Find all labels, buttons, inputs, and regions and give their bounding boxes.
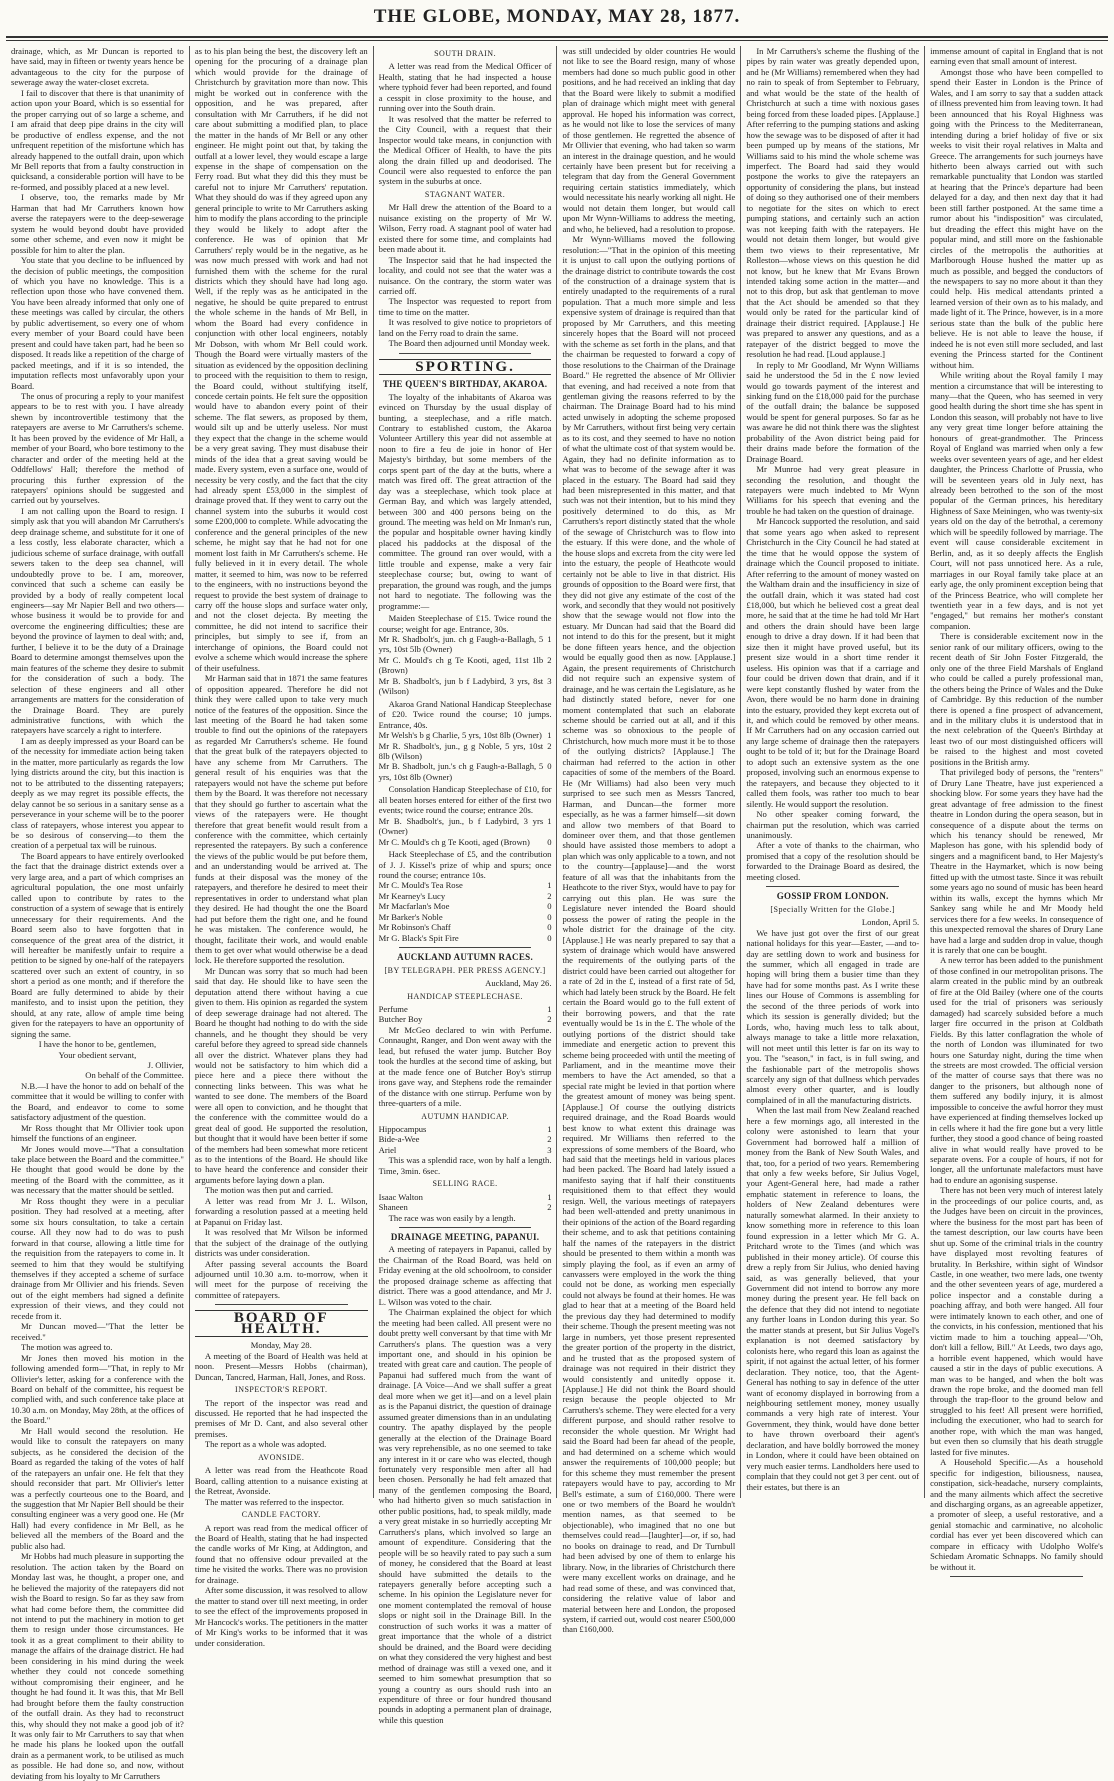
signoff: I have the honor to be, gentlemen,: [38, 1039, 157, 1050]
paragraph: I am as deeply impressed as your Board can be of the necessity for immediate action being taken in the matter, more particularly as regards the low lying districts around the city, but this inaction is not to be attributed to the dissenting ratepayers; deeply as we may regret its possible effects, the delay cannot be so serious in a sanitary sense as a perseverance in your scheme will be to the poorer class of ratepayers, whose interest you appear to be so desirous of conserving—to them the creation of a perpetual tax will be ruinous.: [11, 735, 184, 851]
race-row: [379, 1124, 552, 1134]
paragraph: A Household Specific.—As a household specific for indigestion, biliousness, nausea, constipation, sick-headache, nursery complaints, and the many ailments which affect the secretive and discharging organs, as an agreeable appetizer, a promoter of sleep, a useful restorative, and a genial stomachic and carminative, no alcoholic cordial has ever yet been discovered which can compare in efficacy with Udolpho Wolfe's Schiedam Aromatic Schnapps. No family should be without it.: [930, 1457, 1103, 1572]
race-row: [379, 1145, 552, 1155]
subheading: SOUTH DRAIN.: [434, 49, 497, 58]
paragraph: You state that you decline to be influenced by the decision of public meetings, the composition of which you have no knowledge. This is a reflection upon those who have convened them. You have been already informed that only one of these meetings was called by circular, the others by public advertisement, so every one of whom every member of your Board could have been present and could have taken part, had he been so disposed. It reads like a repetition of the charge of packed meetings, and if it is so intended, the imputation reflects most unfavorably upon your Board.: [11, 255, 184, 391]
paragraph: The Chairman explained the object for which the meeting had been called. All present were no doubt pretty well conversant by that time with Mr Carruthers's plans. The question was a very important one, and should in his opinion be treated with great care and caution. The people of Papanui had suffered much from the want of drainage. [A Voice—And we shall suffer a great deal more when we get it]—and on a level plain as is the Papanui district, the question of drainage assumed greater dimensions than in an undulating country. The apathy displayed by the people generally at the election of the Drainage Board was very reprehensible, as no one seemed to take any interest in it or care who was elected, though fortunately very responsible men after all had been chosen. Personally he had felt amazed that many of the gentlemen composing the Board, who had hitherto given so much satisfaction in other public positions, had, to speak mildly, made a very great mistake in so hurriedly accepting Mr Carruthers's plans, which involved so large an amount of expenditure. Considering that the people will be so heavily rated to pay such a sum of money, he considered that the Board at least should have submitted the details to the ratepayers generally before accepting such a scheme. In his opinion the Legislature never for one moment contemplated the removal of house slops or night soil in the Drainage Bill. In the construction of such works it was a matter of great importance that the whole of a district should be drained, and the Board were deciding on what they considered the very highest and best method of drainage was still a vexed one, and it seemed to him somewhat presumption that so young a country as ours should rush into an expenditure of three or four hundred thousand pounds in adopting a permanent plan of drainage, while this question: [378, 1307, 552, 1725]
placing: 1: [547, 1003, 552, 1014]
paragraph: Mr Wynn-Williams moved the following resolution:—"That in the opinion of this meeting it is unjust to call upon the outlying portions of the drainage district to contribute towards the cost of the construction of a drainage system that is entirely unadapted to the requirements of a rural population. That a much more simple and less expensive system of drainage is required than that proposed by Mr Carruthers, and this meeting sincerely hopes that the Board will not proceed with the scheme as set forth in the plans, and that the chairman be requested to forward a copy of those resolutions to the Chairman of the Drainage Board." He regretted the absence of Mr Ollivier that evening, and had received a note from that gentleman giving the reasons referred to by the chairman. The Drainage Board had to his mind acted unwisely in adopting the scheme proposed by Mr Carruthers, without first being very certain as to its cost, and they seemed to have no notion of what the ultimate cost of that system would be. Again, they had no definite information as to what was to become of the sewage after it was placed in the estuary. The Board had said they had been misrepresented in this matter, and that such was not their intention, but to his mind they positively determined to do this, as Mr Carruthers's report distinctly stated that the whole of the sewage of Christchurch was to flow into the estuary. If this were done, and the whole of the house slops and excreta from the city were led into the estuary, the people of Heathcote would certainly not be able to live in that district. His grounds of opposition to the Board were first, that they did not give any estimate of the cost of the work, and secondly that they would not positively show that the sewage would not flow into the estuary. Mr Duncan had said that the Board did not intend to do this for the present, but it might be done fifteen years hence, and the objection would be equally good then as now. [Applause.] Again, the present requirements of Christchurch did not require such an expensive system of drainage, and he was certain the Legislature, as he had distinctly stated before, never for one moment contemplated that such an elaborate scheme should be carried out at all, and if this scheme was so obnoxious to the people of Christchurch, how much more must it be to those of the outlying districts? [Applause.] The chairman had referred to the action in other capacities of some of the members of the Board. He (Mr Williams) had also been very much surprised to see such men as Messrs Tancred, Harman, and Duncan—the former more especially, as he was a farmer himself—sit down and allow two members of that Board to domineer over them, and that those gentlemen should have assisted those members to adopt a plan which was only applicable to a town, and not to the country—[applause]—and the worst feature of all was that the inhabitants from the Heathcote to the river Styx, would have to pay for carrying out this plan. He was sure the Legislature never intended the Board should possess the power of rating the people in the whole district for the drainage of the city. [Applause.] He was nearly prepared to say that a system of drainage which would have answered the requirements of the outlying parts of the district could have been carried out altogether for a rate of 2d in the £, instead of a first rate of 5d, which had lately been struck by the Board. He felt certain the Board would go to the full extent of their borrowing powers, and that the rate eventually would be 1s in the £. The whole of the outlying portions of the district should take immediate and energetic action to prevent this scheme being proceeded with until the meeting of Parliament, and in the meantime move their members to have the Act amended, so that a special rate might be levied in that portion where the greatest amount of money was being spent. [Applause.] Of course the outlying districts required drainage, and the Road Boards would best know to what extent this drainage was required. Mr Williams then referred to the expressions of some members of the Board, who had said that the meetings held in various places had been packed. The Board had lately issued a manifesto saying that if half their constituents requisitioned them to that effect they would resign. Well, the various meetings of ratepayers had been well-attended and pretty unanimous in their opinions of the action of the Board regarding their scheme, and to ask that petitions containing half the names of the ratepayers in the district should be presented to them within a month was simply playing the fool, as if even an army of canvassers were employed in the work the thing could not be done, as working men especially could not always be found at their homes. He was glad to hear that at a meeting of the Board held the previous day they had determined to modify their scheme. Though the present meeting was not large in numbers, yet those present represented the greater portion of the property in the district, and he trusted that as the proposed system of drainage was not required in their district they would consistently and unitedly oppose it. [Applause.] He did not think the Board should resign because the people objected to Mr Carruthers's scheme. They were elected for a very different purpose, and should rather resolve to reconsider the whole question. Mr Wright had said the Board had been far ahead of the people, and had determined on a scheme which would answer the requirements of 100,000 people; but for this scheme they must remember the present ratepayers would have to pay, according to Mr Bell's estimate, a sum of £160,000. There were one or two members of the Board he wouldn't mention names, as that seemed to be objectionable), who imagined that no one but themselves could read—[laughter]—or, if so, had no books on drainage to read, and Dr Turnbull had been advised by one of them to enlarge his library. Now, in the libraries of Christchurch there were many excellent works on drainage, and he had read some of these, and was convinced that, considering the relative value of labor and material between here and London, the proposed system, if carried out, would cost nearer £500,000 than £160,000.: [562, 234, 736, 1635]
paragraph: The Board appears to have entirely overlooked the fact that the drainage district extends over a very large area, and a part of which comprises an agricultural population, the one most unfairly called upon to contribute by rates to the construction of a system of sewage that is entirely unnecessary for their requirements. And the Board seem also to have forgotten that in consequence of the great area of the district, it will hereafter be manifestly unfair to require a petition to be signed by one-half of the ratepayers scattered over such an extent of country, in so short a period as one month; and if therefore the Board are fully determined to abide by their manifesto, and to insist upon the petition, they should, at any rate, allow of ample time being given for the ratepayers to have an opportunity of signing the same.: [11, 850, 184, 1039]
paragraph: After some discussion, it was resolved to allow the matter to stand over till next meeting, in order to see the effect of the improvements proposed in Mr Hancock's works. The petitioners in the matter of Mr King's works to be informed that it was under consideration.: [194, 1585, 368, 1648]
horse-entry: Mr B. Shadbolt, jun.'s ch g Faugh-a-Ballagh, 5 yrs, 10st 8lb (Owner): [378, 761, 544, 782]
paragraph: The Board then adjourned until Monday week.: [388, 338, 550, 349]
section-divider: [950, 1576, 1083, 1577]
horse-entry: Bide-a-Wee: [378, 1134, 420, 1145]
race-row: [379, 655, 552, 676]
paragraph: It was resolved that Mr Wilson be informed that the subject of the drainage of the outlying districts was under consideration.: [194, 1227, 368, 1259]
paragraph: The motion was then put and carried.: [204, 1185, 333, 1196]
placing: 1: [547, 1123, 552, 1134]
horse-entry: Mr B. Shadbolt's, jun b f Ladybird, 3 yrs, 8st (Wilson): [378, 675, 544, 697]
paragraph: The matter was referred to the inspector.: [204, 1496, 344, 1507]
paragraph: After a vote of thanks to the chairman, who promised that a copy of the resolution should be forwarded to the Drainage Board as desired, the meeting closed.: [746, 840, 920, 882]
paragraph: Mr Ross thought they were in a peculiar position. They had resolved at a meeting, after some six hours consultation, to take a certain course. All they now had to do was to push forward in that course, allowing a little time for the requisition from the ratepayers to come in. It seemed to him that they would be stultifying themselves if they accepted a scheme of surface drainage from Mr Ollivier and his friends. Seven out of the eight members had signed a definite expression of their views, and they could not recede from it.: [11, 1195, 184, 1321]
paragraph: Mr Hall would second the resolution. He would like to consult the ratepayers on many subjects, as he considered the decision of the Board as regarded the taking of the votes of half of the ratepayers an unfair one. He felt that they should reconsider that part. Mr Ollivier's letter was a perfectly courteous one to the Board, and the suggestion that Mr Napier Bell should be their consulting engineer was a very good one. He (Mr Hall) had every confidence in Mr Bell, as he believed all the members of the Board and the public also had.: [11, 1425, 184, 1551]
horse-entry: Isaac Walton: [378, 1191, 423, 1202]
subheading: CANDLE FACTORY.: [241, 1510, 321, 1520]
subheading: AVONSIDE.: [258, 1452, 305, 1462]
subheading: STAGNANT WATER.: [424, 189, 506, 199]
section-divider: [399, 1227, 532, 1228]
dateline: London, April 5.: [861, 917, 920, 928]
horse-entry: Mr Macfarlan's Moe: [378, 901, 450, 912]
paragraph: I am not calling upon the Board to resign. I simply ask that you will abandon Mr Carruthers's deep drainage scheme, and substitute for it one of a less costly, less elaborate character, which a judicious scheme of surface drainage, with outfall sewers taken to the deep sea channel, will undoubtedly prove to be. I am, moreover, convinced that such a scheme can easily be provided by a body of really competent local engineers—say Mr Napier Bell and two others—whose business it would be to provide for and overcome the engineering difficulties; these are beyond the province of laymen to deal with; and, further, I believe it to be the duty of a Drainage Board to determine amongst themselves upon the main features of the scheme they desire to submit for the consideration of such a body. The selection of these engineers and all other arrangements are matters for the consideration of the Drainage Board. They are purely administrative functions, with which the ratepayers have scarcely a right to interfere.: [11, 505, 184, 736]
paragraph: The Inspector was requested to report from time to time on the matter.: [378, 296, 552, 317]
paragraph: No other speaker coming forward, the chairman put the resolution, which was carried unanimously.: [746, 809, 920, 840]
paragraph: The race was won easily by a length.: [388, 1212, 516, 1223]
paragraph: It was resolved that the matter be referred to the City Council, with a request that their Inspector would take means, in conjunction with the Medical Officer of Health, to have the pits along the drain filled up and deodorised. The Council were also requested to enforce the pan system in the suburbs at once.: [378, 113, 552, 187]
race-row: [379, 634, 552, 655]
race-row: [379, 837, 552, 847]
paragraph: A letter was read from the Heathcote Road Board, calling attention to a nuisance existing at the Retreat, Avonside.: [194, 1465, 368, 1497]
placing: 3: [547, 675, 552, 686]
sporting-heading: SPORTING.: [379, 359, 552, 375]
race-row: [379, 1134, 552, 1144]
horse-entry: Mr G. Black's Spit Fire: [378, 932, 459, 943]
paragraph: A meeting of ratepayers in Papanui, called by the Chairman of the Road Board, was held on Friday evening at the old schoolroom, to consider the proposed drainage scheme as affecting that district. There was a good attendance, and Mr J. L. Wilson was voted to the chair.: [378, 1244, 552, 1307]
race-row: [379, 1192, 552, 1202]
paragraph: Mr Duncan moved—"That the letter be received.": [11, 1321, 184, 1342]
subheading: INSPECTOR'S REPORT.: [235, 1385, 328, 1395]
section-divider: [399, 353, 532, 354]
placing: 2: [547, 1134, 552, 1145]
horse-entry: Mr Kearney's Lucy: [378, 890, 446, 901]
horse-entry: Mr Barker's Noble: [378, 911, 443, 922]
paragraph: That privileged body of persons, the "renters" of Drury Lane Theatre, have just experienced a shocking blow. For some years they have had the great advantage of free admission to the finest theatre in London during the opera season, but in consequence of a dispute about the terms on which his tenancy should be renewed, Mr Mapleson has gone, with his splendid body of singers and a magnificent band, to Her Majesty's Theatre in the Haymarket, which is now being fitted up with the utmost taste. Since it was rebuilt some years ago no sound of music has been heard within its walls, except the hymns which Mr Sankey sang while he and Mr Moody held services there for a few weeks. In consequence of this unexpected removal the shares of Drury Lane have had a large and sudden drop in value, though it is rarely that one can be bought.: [930, 767, 1103, 955]
masthead-rule-thin: [6, 40, 1108, 41]
placing: 1: [547, 815, 552, 826]
signoff: Your obedient servant,: [58, 1049, 137, 1060]
article-heading: AUCKLAND AUTUMN RACES.: [397, 952, 533, 963]
paragraph: Mr Hancock supported the resolution, and said that some years ago when asked to represent Christchurch in the City Council he had stated at the time that he would oppose the system of drainage which the Council proposed to initiate. After referring to the amount of money wasted on the Waltham drain and the insufficiency in size of the outfall drain, which it was stated had cost £18,000, but which he believed cost a great deal more, he said that at the time he had told Mr Hart and others the drain should have been large enough to drive a dray down. If it had been that size then it might have proved useful, but its present size would in a short time render it useless. His opinion was that if a carriage and four could be driven down that drain, and if it were kept constantly flushed by water from the Avon, there would be no harm done in draining into the estuary, provided they kept excreta out of it, and which could be removed by other means. If Mr Carruthers had on any occasion carried out any large scheme of drainage then the ratepayers ought to be told of it; but for the Drainage Board to adopt such an extensive system as the one proposed, involving such an enormous expense to the ratepayers, and because they objected to it called them fools, was rather too much to bear silently. He would support the resolution.: [746, 516, 920, 809]
signature-role: On behalf of the Committee.: [85, 1070, 184, 1081]
column-5: [741, 46, 925, 1498]
paragraph: immense amount of capital in England that is not earning even that small amount of interest.: [930, 46, 1103, 67]
paragraph: Mr Duncan was sorry that so much had been said that day. He should like to have seen the deputation attend there without having a cue given to them. His opinion as regarded the system of deep sewerage drainage had not altered. The Board he thought had nothing to do with the side channels, and he thought they should be very careful before they agreed to spread side channels all over the district. Whatever plans they had would not be satisfactory to him which did a piece here and a piece there without the connecting links between. This was what he wanted to see done. The members of the Board were all open to conviction, and he thought that the conference with the committee would do a great deal of good. He supported the resolution, but thought that it would have been better if some of the members had been somewhat more reticent as to the intentions of the Board. He should like to have heard the conference and consider their arguments before laying down a plan.: [194, 965, 368, 1185]
horse-entry: Shaneen: [378, 1202, 408, 1213]
paragraph: A new terror has been added to the punishment of those confined in our metropolitan prisons. The alarm created in the public mind by an outbreak of fire at the Old Bailey (where one of the courts used for the trial of prisoners was seriously damaged) had scarcely subsided before a much larger fire occurred in the prison at Coldbath Fields. By this latter conflagration the whole of the north of London was illuminated for two hours one Saturday night, during the time when the streets are most crowded. The official version of the matter of course says that there was no danger to the prisoners, but although none of them suffered any bodily injury, it is almost impossible to conceive the awful horror they must have experienced at finding themselves locked up in cells where it had the fire gone but a very little further, they stood a good chance of being roasted alive in what would really have proved to be separate ovens. For a couple of hours, if not for longer, all the unfortunate malefactors must have had to endure an agonising suspense.: [930, 955, 1103, 1185]
paragraph: Mr Harman said that in 1871 the same features of opposition appeared. Therefore he did not think they were called upon to take very much notice of the features of the opposition. Since the last meeting of the Board he had taken some trouble to find out the opinions of the ratepayers as regarded Mr Carruthers's scheme. He found that the great bulk of the ratepayers objected to have any scheme from Mr Carruthers. The general result of his enquiries was that the ratepayers would not have the scheme put before them by the Board. It was therefore not necessary that they should go further to ascertain what the views of the ratepayers were. He thought therefore that great benefit would result from a conference with the committee, which certainly represented the ratepayers. By such a conference the views of the public would be put before them, and an understanding would be arrived at. The funds at their disposal was the money of the ratepayers, and therefore he desired to meet their representatives in order to understand what plan they desired. He had thought the one the Board had put before them the right one, and he found he was mistaken. The conference would, he thought, facilitate their work, and would enable them to get over what would otherwise be a dead lock. He therefore supported the resolution.: [194, 673, 368, 966]
horse-entry: Mr Welsh's b g Charlie, 5 yrs, 10st 8lb (Owner): [378, 730, 542, 741]
paragraph: There has not been very much of interest lately in the proceedings of our police courts, and, as the Judges have been on circuit in the provinces, where the business for the most part has been of the tamest description, our law courts have been shut up. Some of the criminal trials in the country have displayed most revolting features of brutality. In Berkshire, within sight of Windsor Castle, in one weather, two mere lads, one twenty and the other seventeen years of age, murdered a police inspector and a constable during a poaching affray, and both were hanged. All four were intimately known to each other, and one of the convicts, in his confession, mentioned that his victim made to him a touching appeal—"Oh, don't kill a fellow, Bill." At Leeds, two days ago, a horrible event happened, which would have caused a stir in the days of public executions. A man was to be hanged, and when the bolt was drawn the rope broke, and the doomed man fell through the trap-floor to the ground below and struggled to his feet! All present were horrified, including the executioner, who had to search for another rope, with which the man was hanged, but even then so clumsily that his death struggle lasted for five minutes.: [930, 1185, 1103, 1457]
race-row: [379, 891, 552, 901]
column-4: [557, 46, 741, 1635]
paragraph: as to his plan being the best, the discovery left an opening for the procuring of a drainage plan which would provide for the drainage of Christchurch by gravitation more than now. This might be worked out in conference with the opposition, and he was prepared, after consultation with Mr Carruthers, if he did not care about submitting a modified plan, to place the matter in the hands of Mr Bell or any other engineer. He might point out that, by taking the outfall at a lower level, they would escape a large expense in the shape of compensation on the Ferry road. But what they did this they must be careful not to injure Mr Carruthers' reputation. What they should do was if they agreed upon any general principle to write to Mr Carruthers asking him to modify the plans according to the principle they would be likely to adopt after the conference. He was of opinion that Mr Carruthers' reply would be in the negative, as he was now much pressed with work and had not furnished them with the scheme for the rural districts which they should have had long ago. Well, if the reply was as he anticipated in the negative, he should be quite prepared to entrust the whole scheme in the hands of Mr Bell, in whom the Board had every confidence in conjunction with other local engineers, notably Mr Dobson, with whom Mr Bell could work. Though the Board were virtually masters of the situation as evidenced by the opposition declining to proceed with the requisition to them to resign, the Board could, without stultifying itself, concede certain points. He felt sure the opposition would have to abandon every point of their scheme. The flat sewers, as proposed by them, would silt up and be utterly useless. Nor must they expect that the change in the scheme would be a very great saving. They must disabuse their minds of the idea that a great saving would be made. Every system, even a surface one, would of necessity be very costly, and the fact that the city had already spent £53,000 in the simplest of drainage proved that. If they went to carry out the channel system into the suburbs it would cost some £200,000 to complete. While advocating the conference and the general principles of the new scheme, he might say that he had not for one moment lost faith in Mr Carruthers's scheme. He fully believed in it in every detail. The whole matter, it seemed to him, was now to be referred to the engineers, with no instructions beyond the request to provide the best system of drainage to carry off the house slops and surface water only, and not the closet dejecta. By meeting the committee, he did not intend to sacrifice their principles, but simply to see if, from an interchange of opinions, the Board could not evolve a scheme which would increase the sphere of their usefulness.: [194, 46, 368, 673]
race-result: [379, 849, 552, 943]
paragraph: drainage, which, as Mr Duncan is reported to have said, may in fifteen or twenty years hence be advantageous to the city for the purpose of sewerage away the water-closet excreta.: [11, 46, 184, 88]
paragraph: When the last mail from New Zealand reached here a few mornings ago, all interested in the colony were astonished to learn that your Government had borrowed half a million of money from the Bank of New South Wales, and that, too, for a period of two years. Remembering that only a few weeks before, Sir Julius Vogel, your Agent-General here, had made a rather emphatic statement in reference to loans, the holders of New Zealand debentures were naturally somewhat alarmed. In their anxiety to know something more in reference to this loan found expression in a letter which Mr G. A. Pritchard wrote to the Times (and which was published in their money article). Of course this drew a reply from Sir Julius, who denied having said, as was generally believed, that your Government did not intend to borrow any more money during the present year. He fell back on the defence that they did not intend to negotiate any further loans in London during this year. So the matter stands at present, but Sir Julius Vogel's explanation is not deemed satisfactory by colonists here, who regard this loan as against the spirit, if not against the actual letter, of his former declaration. They notice, too, that the Agent-General has nothing to say in defence of the utter want of economy displayed in borrowing from a neighbouring settlement money, money usually commands a very high rate of interest. Your Government, they think, would have done better to have thrown overboard their agent's declaration, and have boldly borrowed the money in London, where it could have been obtained on very much easier terms. Landholders here used to complain that they could not get 3 per cent. out of their estates, but there is an: [746, 1105, 920, 1492]
horse-entry: Mr B. Shadbolt's, jun., b f Ladybird, 3 yrs (Owner): [378, 815, 544, 837]
placing: 2: [547, 654, 552, 665]
race-row: [379, 922, 552, 932]
paragraph: The onus of procuring a reply to your manifest appears to be to rest with you. I have already shewn by incontrovertible testimony that the ratepayers are averse to Mr Carruthers's scheme. It has been proved by the evidence of Mr Hall, a member of your Board, who bore testimony to the character and order of the meeting held at the Oddfellows' Hall; therefore the method of procuring this further expression of the ratepayers' opinions should be suggested and carried out by yourselves.: [11, 390, 184, 506]
masthead: [0, 6, 1114, 32]
race-name: Maiden Steeplechase of £15. Twice round the course; weight for age. Entrance, 30s.: [378, 613, 552, 634]
column-3: [374, 46, 558, 1725]
race-row: [379, 1202, 552, 1212]
placing: 2: [547, 740, 552, 751]
article-heading: THE QUEEN'S BIRTHDAY, AKAROA.: [382, 379, 548, 390]
subheading: AUTUMN HANDICAP.: [421, 1111, 509, 1121]
paragraph: Mr Munroe had very great pleasure in seconding the resolution, and thought the ratepayers were much indebted to Mr Wynn Williams for his speech that evening and the trouble he had taken on the question of drainage.: [746, 464, 920, 516]
article-heading: GOSSIP FROM LONDON.: [776, 891, 889, 902]
masthead-rule: [6, 36, 1108, 38]
race-name: Hack Steeplechase of £5, and the contribution of J. J. Kissel's prize of whip and spurs; once round the course; entrance 10s.: [378, 849, 552, 880]
race-result: [379, 699, 552, 783]
paragraph: This was a splendid race, won by half a length. Time, 3min. 6sec.: [378, 1155, 552, 1176]
subheading: HANDICAP STEEPLECHASE.: [407, 991, 523, 1001]
board-of-health-heading: BOARD OF HEALTH.: [195, 1310, 368, 1337]
paragraph: Mr Ross thought that Mr Ollivier took upon himself the functions of an engineer.: [11, 1122, 184, 1144]
newspaper-title: THE GLOBE, MONDAY, MAY 28, 1877.: [373, 6, 741, 27]
placing: 0: [547, 901, 552, 912]
race-row: [379, 676, 552, 697]
column-1: [6, 46, 190, 1781]
horse-entry: Mr R. Shadbolt's, jun., g g Noble, 5 yrs, 10st 8lb (Wilson): [378, 740, 544, 761]
horse-entry: Mr C. Mould's ch g Te Kooti, aged (Brown): [378, 836, 530, 847]
paragraph: Mr Hobbs had much pleasure in supporting the resolution. The action taken by the Board on Monday last was, he thought, a proper one, and he believed the majority of the ratepayers did not wish the Board to resign. So far as they saw from what had come before them, the committee did not intend to put the machinery in motion to get them to resign under those circumstances. He took it as a great compliment to their ability to manage the affairs of the drainage district. He had been considering in his mind during the week whether they could not concede something without compromising their engineer, and he thought he had found it. It was this, that Mr Bell had brought before them the faulty construction of the outfall drain. As they had to reconstruct this, why should they not make a good job of it? It was only fair to Mr Carruthers to say that when he made his plans he looked upon the outfall drain as a permanent work, to be utilised as much as possible. He had done so, and now, without deviating from his loyalty to Mr Carruthers: [11, 1551, 184, 1781]
paragraph: N.B.—I have the honor to add on behalf of the committee that it would be willing to confer with the Board, and endeavor to come to some satisfactory adjustment of the question.: [11, 1080, 184, 1123]
placing: 2: [547, 890, 552, 901]
paragraph: The report as a whole was adopted.: [204, 1439, 327, 1450]
paragraph: The Inspector said that he had inspected the locality, and could not see that the water was a nuisance. On the contrary, the storm water was carried off.: [378, 254, 552, 296]
race-row: [379, 730, 552, 740]
race-name: Consolation Handicap Steeplechase of £10, for all beaten horses entered for either of the first two events; twice round the course; entrance 20s.: [378, 784, 552, 816]
paragraph: Mr Hall drew the attention of the Board to a nuisance existing on the property of Mr W. Wilson, Ferry road. A stagnant pool of water had existed there for some time, and complaints had been made about it.: [378, 202, 552, 255]
race-row: [379, 901, 552, 911]
race-row: [379, 933, 552, 943]
section-divider: [215, 1304, 348, 1305]
horse-entry: Mr C. Mould's ch g Te Kooti, aged, 11st 1lb (Brown): [378, 654, 544, 676]
paragraph: In reply to Mr Goodland, Mr Wynn Williams said he understood the 5d in the £ now levied would go towards payment of the interest and sinking fund on the £18,000 paid for the purchase of the outfall drain; the balance be supposed would be spent for general purposes. So far as he was aware he did not think there was the slightest probability of the Avon district being paid for their drains made before the formation of the Drainage Board.: [746, 359, 920, 464]
placing: 0: [547, 932, 552, 943]
section-divider: [399, 947, 532, 948]
article-heading: DRAINAGE MEETING, PAPANUI.: [390, 1232, 540, 1243]
horse-entry: Mr R. Shadbolt's, jun. ch g Faugh-a-Ballagh, 5 yrs, 10st 5lb (Owner): [378, 634, 544, 655]
paragraph: It was resolved to give notice to proprietors of land on the Ferry road to drain the same.: [378, 317, 552, 338]
paragraph: The motion was agreed to.: [21, 1342, 113, 1353]
paragraph: After passing several accounts the Board adjourned until 10.30 a.m. to-morrow, when it will meet for the purpose of receiving the committee of ratepayers.: [194, 1258, 368, 1300]
paragraph: Mr McGeo declared to win with Perfume. Connaught, Ranger, and Don went away with the lead, but refused the water jump. Butcher Boy took the hurdles at the second time of asking, but at the made fence one of Butcher Boy's stirrup irons gave way, and Stephens rode the remainder of the distance with one stirrup. Perfume won by three-quarters of a mile.: [378, 1024, 552, 1109]
race-row: [379, 1004, 552, 1014]
placing: 0: [547, 836, 552, 847]
placing: 2: [547, 1202, 552, 1213]
placing: 0: [547, 911, 552, 922]
paragraph: A report was read from the medical officer of the Board of Health, stating that he had inspected the candle works of Mr King, at Addington, and found that no offensive odour prevailed at the time he visited the works. There was no provision for drainage.: [194, 1522, 368, 1585]
dateline: Monday, May 28.: [250, 1340, 312, 1351]
horse-entry: Mr Robinson's Chaff: [378, 922, 451, 933]
column-6: [925, 46, 1108, 1572]
race-row: [379, 912, 552, 922]
paragraph: There is considerable excitement now in the senior rank of our military officers, owing to the recent death of Sir John Foster Fitzgerald, the only one of the three Field Marshals of England who could be called a purely professional man, the others being the Prince of Wales and the Duke of Cambridge. By this reduction of the number there is opened a fine prospect of advancement, and in the military clubs it is understood that in the next celebration of the Queen's Birthday at least two of our most distinguished officers will be raised to the highest and most coveted positions in the British army.: [930, 631, 1103, 767]
paragraph: Mr Jones would move—"That a consultation take place between the Board and the committee." He thought that good would be done by the meeting of the Board with the committee, as it was necessary that the matter should be settled.: [11, 1143, 184, 1196]
placing: 1: [547, 634, 552, 645]
race-result: [379, 613, 552, 697]
paragraph: A letter was read from Mr J. L. Wilson, forwarding a resolution passed at a meeting held at Papanui on Friday last.: [194, 1195, 368, 1227]
paragraph: I fail to discover that there is that unanimity of action upon your Board, which is so essential for the proper carrying out of so large a scheme, and I am afraid that deep pipe drains in the city will be productive of endless expense, and the not unfrequent repetition of the misfortune which has already happened to the outfall drain, upon which Mr Bell reports that from a faulty construction in quicksand, a considerable portion will have to be re-formed, and possibly placed at a new level.: [11, 87, 184, 192]
race-row: [379, 1014, 552, 1024]
horse-entry: Perfume: [378, 1003, 408, 1014]
newspaper-columns: [6, 46, 1108, 1781]
race-row: [379, 761, 552, 782]
placing: 3: [547, 1144, 552, 1155]
race-name: Akaroa Grand National Handicap Steeplechase of £20. Twice round the course; 10 jumps. Entrance, 40s.: [378, 698, 552, 730]
paragraph: In Mr Carruthers's scheme the flushing of the pipes by rain water was greatly depended upon, and he (Mr Williams) remembered when they had no rain to speak of from September to February, and what would be the state of the health of Christchurch at such a time with noxious gases being forced from these loaded pipes. [Applause.] After referring to the pumping stations and asking how the sewage was to be disposed of after it had been pumped up by means of the stations, Mr Williams said to his mind the whole scheme was imperfect. The Board had said they would postpone the works to give the ratepayers an opportunity of considering the plans, but instead of doing so they authorised one of their members to negotiate for the sites on which to erect pumping stations, and certainly such an action was not keeping faith with the ratepayers. He would not detain them longer, but would give them two views to their representative, Mr Rolleston—whose views on this question he did not know, but he knew that Mr Evans Brown intended taking some action in the matter—and not to this drop, but ask that gentleman to move that the Act should be amended so that they would only be rated for the particular kind of drainage their district required. [Applause.] He was prepared to answer any questions, and as a ratepayer of the district begged to move the resolution he had read. [Loud applause.]: [746, 46, 920, 360]
subheading: SELLING RACE.: [432, 1179, 498, 1189]
race-row: [379, 880, 552, 890]
paragraph: Mr Jones then moved his motion in the following amended form—"That, in reply to Mr Ollivier's letter, asking for a conference with the Board on behalf of the committee, his request be complied with, and such conference take place at 10.30 a.m. on Monday, May 28th, at the offices of the Board.": [11, 1352, 184, 1426]
paragraph: The report of the inspector was read and discussed. He reported that he had inspected the premises of Mr D. Cant, and also several other premises.: [194, 1397, 368, 1439]
placing: 1: [547, 730, 552, 741]
horse-entry: Mr C. Mould's Tea Rose: [378, 880, 463, 891]
paragraph: A letter was read from the Medical Officer of Health, stating that he had inspected a house where typhoid fever had been reported, and found a cesspit in close proximity to the house, and running over into the South drain.: [378, 61, 552, 114]
telegraph-note: [BY TELEGRAPH. PER PRESS AGENCY.]: [384, 965, 546, 975]
horse-entry: Ariel: [378, 1144, 397, 1155]
placing: 2: [547, 1014, 552, 1025]
paragraph: Amongst those who have been compelled to spend their Easter in London is the Prince of Wales, and I am sorry to say that a sudden attack of illness prevented him from leaving town. It had been announced that his Royal Highness was going with the Princess to the Mediterranean, intending during a brief holiday of five or six weeks to visit their royal relatives in Malta and Greece. The arrangements for such journeys have hitherto been always carried out with such remarkable punctuality that London was startled at hearing that the Prince's departure had been delayed for a day, and then next day that it had been still farther postponed. At the same time a rumor about his "indisposition" was circulated, but dreading the effect this might have on the popular mind, and still more on the fashionable circles of the metropolis the authorities at Marlborough House hushed the matter up as much as possible, and begged the conductors of the newspapers to say no more about it than they could help. His medical attendants printed a learned version of their own as to his malady, and made light of it. The Prince, however, is in a more serious state than the bulk of the public here believe. He is not able to leave the house, if indeed he is not even still more secluded, and last evening the Princess started for the Continent without him.: [930, 66, 1103, 370]
race-row: [379, 741, 552, 762]
horse-entry: Hippocampus: [378, 1123, 427, 1134]
race-row: [379, 816, 552, 837]
signature-name: J. Ollivier,: [147, 1059, 184, 1070]
paragraph: was still undecided by older countries He would not like to see the Board resign, many of whose members had done so much public good in other positions, and he had received an inkling that day that the Board were likely to submit a modified plan of drainage which might meet with general approval. He hoped his information was correct, as he would not like to lose the services of many of those gentlemen. He regretted the absence of Mr Ollivier that evening, who had taken so warm an interest in the drainage question, and he would certainly have been present but for receiving a telegram that day from the General Government requiring certain statistics immediately, which would necessitate his nearly working all night. He would not detain them longer, but would call upon Mr Wynn-Williams to address the meeting, and who, he believed, had a resolution to propose.: [562, 46, 736, 234]
placing: 0: [547, 761, 552, 772]
paragraph: A meeting of the Board of Health was held at noon. Present—Messrs Hobbs (chairman), Duncan, Tancred, Harman, Hall, Jones, and Ross.: [194, 1350, 368, 1382]
byline: [Specially Written for the Globe.]: [770, 904, 896, 914]
placing: 0: [547, 922, 552, 933]
race-result: [379, 784, 552, 847]
section-divider: [766, 886, 899, 887]
placing: 1: [547, 880, 552, 891]
paragraph: The loyalty of the inhabitants of Akaroa was evinced on Thursday by the usual display of bunting, a steeplechase, and a rifle match. Contrary to established custom, the Akaroa Volunteer Artillery this year did not assemble at noon to fire a feu de joie in honor of Her Majesty's birthday, but some members of the corps spent part of the day at the butts, where a match was fired off. The great attraction of the day was a steeplechase, which took place at German Bay, and which was largely attended, between 300 and 400 persons being on the ground. The meeting was held on Mr Inman's run, the popular and hospitable owner having kindly placed his paddocks at the disposal of the committee. The ground ran over would, with a little trouble and expense, make a very fair steeplechase course; but, owing to want of preparation, the ground was rough, and the jumps not hard to negotiate. The following was the programme:—: [378, 391, 552, 611]
dateline: Auckland, May 26.: [485, 978, 552, 989]
paragraph: We have just got over the first of our great national holidays for this year—Easter, —and to-day are settling down to work and business for the summer, which all engaged in trade are hoping will bring them a busier time than they have had for some months past. As I write these lines our House of Commons is assembling for the second of the three periods of work into which its session is generally divided; but the Lords, who, having much less to talk about, always manage to take a little more relaxation, will not meet until this letter is far on its way to you. The "season," in fact, is in full swing, and the fashionable part of the metropolis shows scarcely any sign of that dullness which pervades almost every other quarter, and is loudly complained of in all the manufacturing districts.: [746, 927, 920, 1105]
column-2: [190, 46, 374, 1648]
horse-entry: Butcher Boy: [378, 1014, 423, 1025]
paragraph: I observe, too, the remarks made by Mr Harman that had Mr Carruthers known how averse the ratepayers were to the deep-sewerage system he would beyond doubt have provided some other scheme, and even now it might be possible for him to alter the plan.: [11, 192, 184, 255]
placing: 1: [547, 1191, 552, 1202]
paragraph: While writing about the Royal family I may mention a circumstance that will be interesting to many—that the Queen, who has seemed in very good health during the short time she has spent in London this season, will probably not have to live any very great time longer before attaining the honours of great-grandmother. The Princess Royal of England was married when only a few weeks over seventeen years of age, and her eldest daughter, the Princess Charlotte of Prussia, who will be seventeen years old in July next, has already been betrothed to the son of the most popular of the German princes, his hereditary Highness of Saxe Meiningen, who was twenty-six years old on the day of the betrothal, a ceremony which will be speedily followed by marriage. The event will cause considerable excitement in Berlin, and, as it so deeply affects the English Court, will not pass unnoticed here. As a rule, marriages in our Royal family take place at an early age, the only prominent exception being that of the Princess Beatrice, who will complete her twentieth year in a few days, and is not yet "engaged," but remains her mother's constant companion.: [930, 370, 1103, 631]
